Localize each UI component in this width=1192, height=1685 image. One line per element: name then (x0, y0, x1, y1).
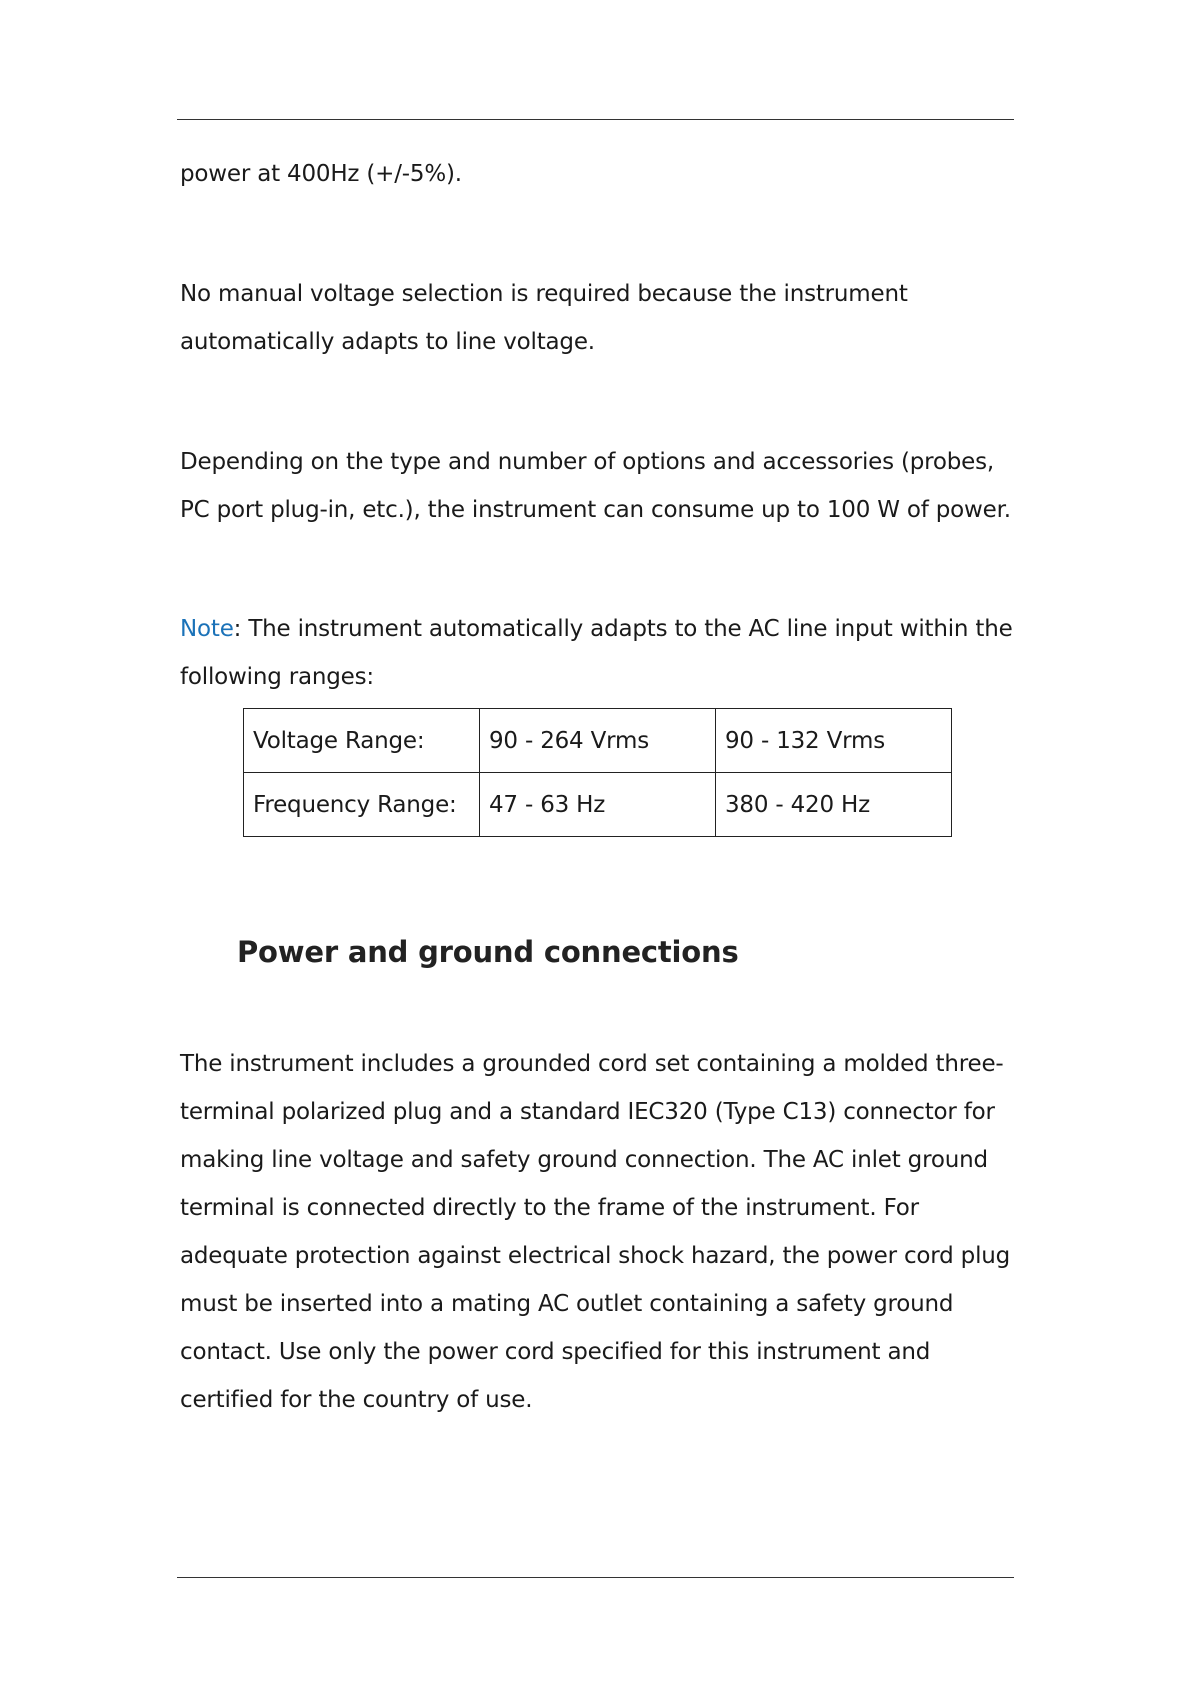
body-line: terminal is connected directly to the frame of the instrument. For (180, 1195, 919, 1221)
table-cell: Frequency Range: (244, 773, 480, 837)
table-row (244, 709, 952, 773)
body-line: terminal polarized plug and a standard IEC320 (Type C13) connector for (180, 1099, 995, 1125)
note-text-line2: following ranges: (180, 664, 374, 690)
body-line: The instrument includes a grounded cord set containing a molded three- (180, 1051, 1004, 1077)
table-cell: 90 - 132 Vrms (716, 709, 952, 773)
paragraph-line: Depending on the type and number of options and accessories (probes, (180, 449, 995, 475)
note-text: : The instrument automatically adapts to the AC line input within the (233, 616, 1013, 642)
section-heading: Power and ground connections (237, 935, 739, 969)
table-row (244, 773, 952, 837)
body-line: adequate protection against electrical shock hazard, the power cord plug (180, 1243, 1011, 1269)
section-body (180, 1040, 1020, 1424)
header-rule (177, 119, 1014, 120)
paragraph-voltage-selection (180, 270, 1020, 366)
table-cell: 90 - 264 Vrms (480, 709, 716, 773)
paragraph-line: power at 400Hz (+/-5%). (180, 161, 462, 187)
paragraph-power-consumption (180, 438, 1020, 534)
table-cell: 47 - 63 Hz (480, 773, 716, 837)
body-line: making line voltage and safety ground connection. The AC inlet ground (180, 1147, 988, 1173)
footer-rule (177, 1577, 1014, 1578)
body-line: contact. Use only the power cord specified for this instrument and (180, 1339, 931, 1365)
table-cell: 380 - 420 Hz (716, 773, 952, 837)
paragraph-line: No manual voltage selection is required because the instrument (180, 281, 908, 307)
body-line: must be inserted into a mating AC outlet containing a safety ground (180, 1291, 954, 1317)
paragraph-frequency (180, 150, 1020, 198)
ranges-table (243, 708, 952, 837)
note-paragraph (180, 605, 1020, 701)
note-label: Note (180, 616, 234, 642)
body-line: certified for the country of use. (180, 1387, 533, 1413)
table-cell: Voltage Range: (244, 709, 480, 773)
paragraph-line: PC port plug-in, etc.), the instrument can consume up to 100 W of power. (180, 497, 1011, 523)
paragraph-line: automatically adapts to line voltage. (180, 329, 595, 355)
